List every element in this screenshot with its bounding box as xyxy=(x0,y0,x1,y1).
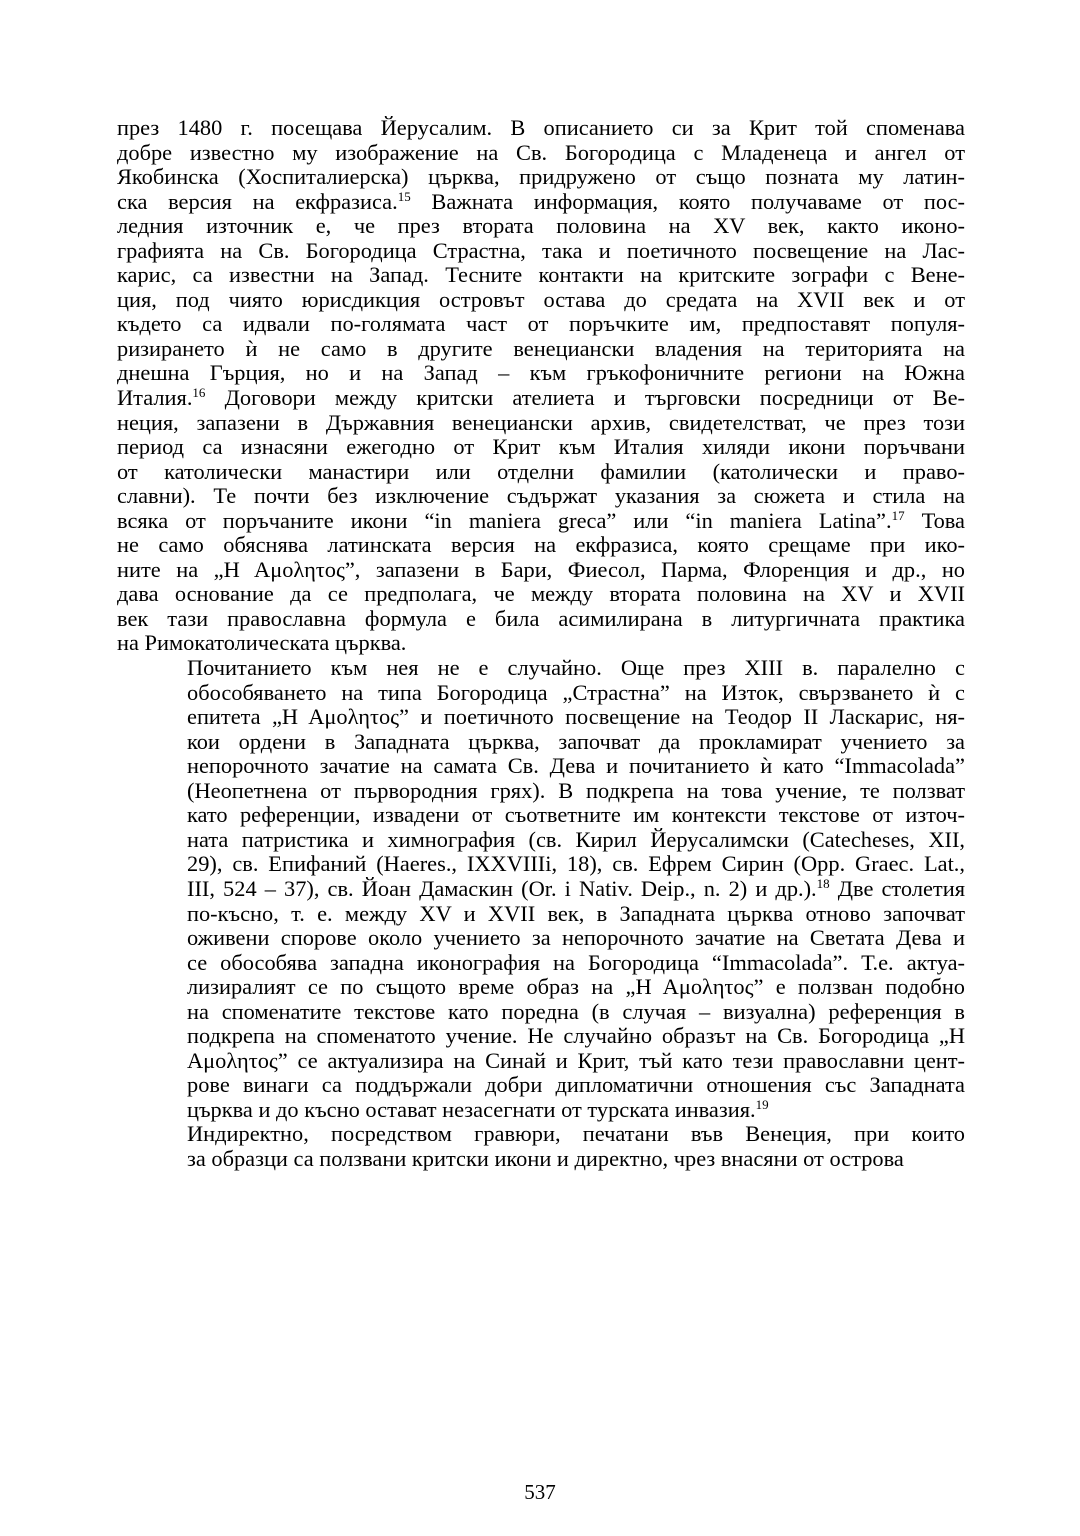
text-run: дава основание да се предполага, че между втората половина на XV и XVII xyxy=(117,581,965,607)
text-line xyxy=(117,386,965,411)
text-run: рове винаги са поддържали добри дипломатични отношения със Западната xyxy=(187,1072,965,1098)
text-run: не само обяснява латинската версия на екфразиса, която срещаме при ико- xyxy=(117,532,965,558)
paragraph xyxy=(117,656,965,1122)
text-line xyxy=(117,1024,965,1049)
text-line xyxy=(117,533,965,558)
text-line xyxy=(117,190,965,215)
text-run: Две столетия xyxy=(829,875,965,901)
text-line xyxy=(117,239,965,264)
text-line xyxy=(117,828,965,853)
text-line xyxy=(117,1073,965,1098)
text-run: (Неопетнена от първородния грях). В подкрепа на това учение, те ползват xyxy=(187,777,965,803)
text-line xyxy=(117,435,965,460)
text-run: на споменатите текстове като поредна (в случая – визуална) референция в xyxy=(187,998,965,1024)
text-run: ция, под чиято юрисдикция островът остава до средата на XVII век и от xyxy=(117,286,965,312)
text-run: добре известно му изображение на Св. Богородица с Младенеца и ангел от xyxy=(117,139,965,165)
text-line xyxy=(117,631,965,656)
text-run: се обособява западна иконография на Богородица “Immacolada”. Т.е. актуа- xyxy=(187,949,965,975)
text-run: ледния източник е, че през втората половина на XV век, както иконо- xyxy=(117,213,965,239)
text-line xyxy=(117,1122,965,1147)
paragraph xyxy=(117,116,965,656)
text-run: по-късно, т. е. между XV и XVII век, в Западната църква отново започват xyxy=(187,900,965,926)
text-line xyxy=(117,730,965,755)
text-run: днешна Гърция, но и на Запад – към гръкофоничните региони на Южна xyxy=(117,360,965,386)
text-line xyxy=(117,926,965,951)
text-run: карис, са известни на Запад. Тесните контакти на критските зографи с Вене- xyxy=(117,262,965,288)
text-line xyxy=(117,1098,965,1123)
text-run: подкрепа на споменатото учение. Не случайно образът на Св. Богородица „Η xyxy=(187,1023,965,1049)
text-line xyxy=(117,607,965,632)
text-run: за образци са ползвани критски икони и директно, чрез внасяни от острова xyxy=(187,1145,904,1171)
text-run: като референции, извадени от съответните им контексти текстове от източ- xyxy=(187,802,965,828)
text-line xyxy=(117,656,965,681)
text-run: където са идвали по-голямата част от поръчките им, предпоставят популя- xyxy=(117,311,965,337)
text-run: ризирането ѝ не само в другите венециански владения на територията на xyxy=(117,335,965,361)
text-run: Αμολητος” се актуализира на Синай и Крит, тъй като тези православни цент- xyxy=(187,1047,965,1073)
text-run: на Римокатолическата църква. xyxy=(117,630,407,656)
text-line xyxy=(117,902,965,927)
footnote-marker: 18 xyxy=(816,875,830,891)
text-run: графията на Св. Богородица Страстна, така и поетичното посвещение на Лас- xyxy=(117,237,965,263)
text-run: век тази православна формула е била асимилирана в литургичната практика xyxy=(117,605,965,631)
text-run: славни). Те почти без изключение съдържат указания за сюжета и стила на xyxy=(117,483,965,509)
text-run: обособяването на типа Богородица „Страстна” на Изток, свързването ѝ с xyxy=(187,679,965,705)
page-number: 537 xyxy=(524,1480,556,1504)
text-line xyxy=(117,852,965,877)
text-line xyxy=(117,558,965,583)
text-line xyxy=(117,263,965,288)
text-run: кои ордени в Западната църква, започват да прокламират учението за xyxy=(187,728,965,754)
text-line xyxy=(117,877,965,902)
text-line xyxy=(117,582,965,607)
text-run: Италия. xyxy=(117,385,193,411)
text-run: непорочното зачатие на самата Св. Дева и почитанието ѝ като “Immacolada” xyxy=(187,753,965,779)
text-line xyxy=(117,165,965,190)
footnote-marker: 16 xyxy=(192,385,206,401)
text-run: Важната информация, която получаваме от пос- xyxy=(410,188,965,214)
footnote-marker: 19 xyxy=(755,1096,769,1112)
text-line xyxy=(117,460,965,485)
text-line xyxy=(117,288,965,313)
page-body xyxy=(117,116,965,1172)
text-line xyxy=(117,754,965,779)
text-line xyxy=(117,116,965,141)
text-line xyxy=(117,361,965,386)
text-run: Якобинска (Хоспиталиерска) църква, придружено от също позната му латин- xyxy=(117,164,965,190)
text-line xyxy=(117,411,965,436)
text-run: всяка от поръчаните икони “in maniera greca” или “in maniera Latina”. xyxy=(117,507,892,533)
text-line xyxy=(117,803,965,828)
text-run: през 1480 г. посещава Йерусалим. В описанието си за Крит той споменава xyxy=(117,115,965,140)
text-run: Почитанието към нея не е случайно. Още през XIII в. паралелно с xyxy=(187,655,965,681)
text-run: 29), св. Епифаний (Haeres., IXXVIIIi, 18), св. Ефрем Сирин (Opp. Graec. Lat., xyxy=(187,851,965,877)
text-line xyxy=(117,779,965,804)
footnote-marker: 15 xyxy=(397,188,411,204)
text-run: Индиректно, посредством гравюри, печатани във Венеция, при които xyxy=(187,1121,965,1147)
text-line xyxy=(117,484,965,509)
text-run: от католически манастири или отделни фамилии (католически и право- xyxy=(117,458,965,484)
text-line xyxy=(117,975,965,1000)
paragraph xyxy=(117,1122,965,1171)
text-run: църква и до късно остават незасегнати от турската инвазия. xyxy=(187,1096,756,1122)
text-run: лизиралият се по същото време образ на „Η Αμολητος” е ползван подобно xyxy=(187,974,965,1000)
text-run: ните на „Η Αμολητος”, запазени в Бари, Фиесол, Парма, Флоренция и др., но xyxy=(117,556,965,582)
footnote-marker: 17 xyxy=(891,507,905,523)
text-line xyxy=(117,681,965,706)
text-line xyxy=(117,1000,965,1025)
text-run: ска версия на екфразиса. xyxy=(117,188,398,214)
text-run: ната патристика и химнография (св. Кирил Йерусалимски (Catecheses, XII, xyxy=(187,826,965,852)
text-line xyxy=(117,509,965,534)
text-line xyxy=(117,1049,965,1074)
text-run: неция, запазени в Държавния венециански архив, свидетелстват, че през този xyxy=(117,409,965,435)
text-run: III, 524 – 37), св. Йоан Дамаскин (Or. i Nativ. Deip., n. 2) и др.). xyxy=(187,875,817,901)
text-line xyxy=(117,312,965,337)
text-line xyxy=(117,1147,965,1172)
text-run: епитета „Η Αμολητος” и поетичното посвещение на Теодор II Ласкарис, ня- xyxy=(187,704,965,730)
text-run: Това xyxy=(904,507,965,533)
text-line xyxy=(117,141,965,166)
text-line xyxy=(117,951,965,976)
text-line xyxy=(117,337,965,362)
text-run: период са изнасяни ежегодно от Крит към Италия хиляди икони поръчвани xyxy=(117,434,965,460)
text-line xyxy=(117,214,965,239)
text-run: оживени спорове около учението за непорочното зачатие на Светата Дева и xyxy=(187,925,965,951)
text-run: Договори между критски ателиета и търговски посредници от Ве- xyxy=(205,385,965,411)
text-line xyxy=(117,705,965,730)
